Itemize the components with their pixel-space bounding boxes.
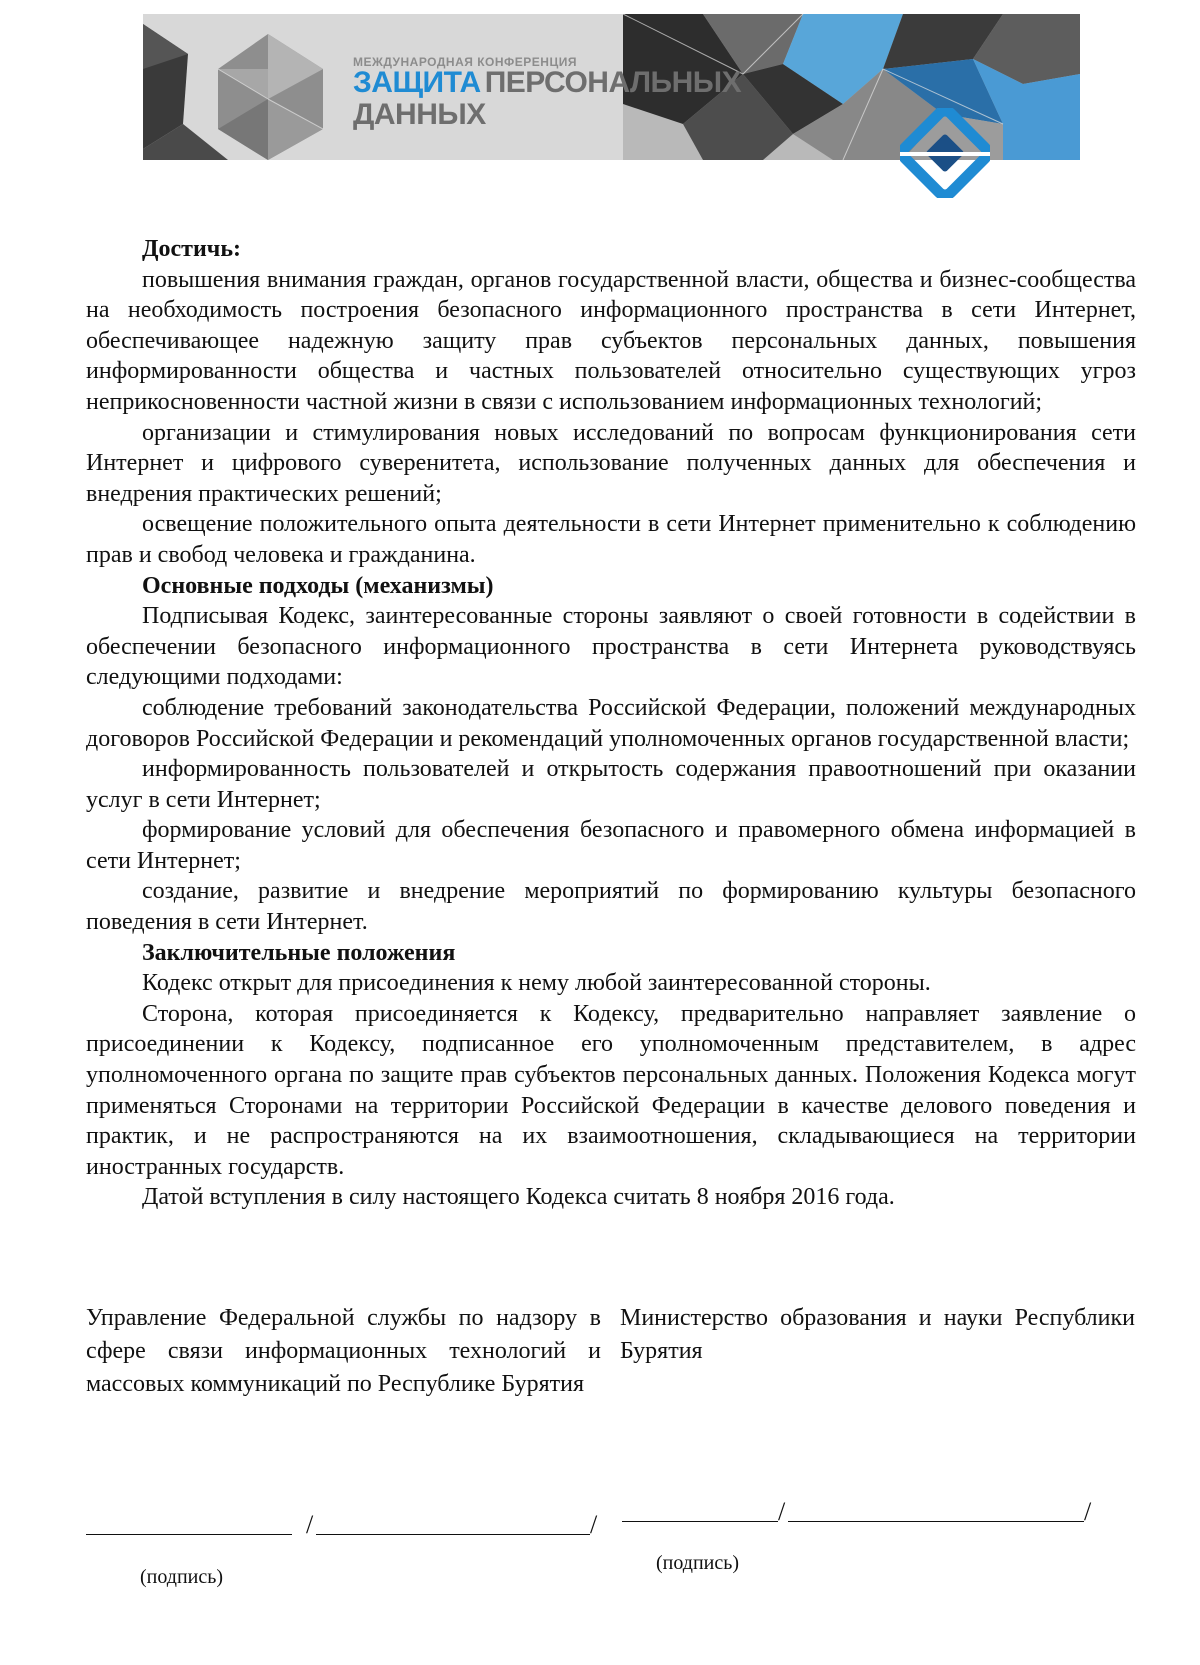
signature-slash-right-2: / <box>1084 1497 1092 1526</box>
signature-line-right <box>622 1521 778 1522</box>
paragraph-approaches-intro: Подписывая Кодекс, заинтересованные стороны заявляют о своей готовности в содействии в обеспечении безопасного информационного пространства в сети Интернета руководствуясь следующими подходами: <box>86 603 1136 691</box>
heading-final: Заключительные положения <box>142 939 456 966</box>
paragraph-approach-3: формирование условий для обеспечения безопасного и правомерного обмена информацией в сети Интернет; <box>86 817 1136 874</box>
signature-slash-left-1: / <box>306 1510 314 1539</box>
heading-approaches: Основные подходы (механизмы) <box>142 572 494 599</box>
signature-slash-left-2: / <box>590 1510 598 1539</box>
banner-title <box>353 68 741 98</box>
paragraph-approach-2: информированность пользователей и открытость содержания правоотношений при оказании услуг в сети Интернет; <box>86 756 1136 813</box>
paragraph-final-3: Датой вступления в силу настоящего Кодекса считать 8 ноября 2016 года. <box>142 1184 895 1211</box>
banner-title-part3: ДАННЫХ <box>353 98 486 131</box>
name-line-left <box>316 1534 590 1535</box>
signature-slash-right-1: / <box>778 1497 786 1526</box>
paragraph-approach-1: соблюдение требований законодательства Российской Федерации, положений международных договоров Российской Федерации и рекомендаций уполномоченных органов государственной власти; <box>86 694 1136 752</box>
signatory-right-organization: Министерство образования и науки Республики Бурятия <box>620 1305 1135 1364</box>
paragraph-achieve-3: освещение положительного опыта деятельности в сети Интернет применительно к соблюдению прав и свобод человека и гражданина. <box>86 511 1136 568</box>
document-body <box>86 234 1136 1213</box>
banner-subtitle: МЕЖДУНАРОДНАЯ КОНФЕРЕНЦИЯ <box>353 55 577 69</box>
signature-caption-right: (подпись) <box>656 1552 740 1574</box>
heading-achieve: Достичь: <box>142 236 241 262</box>
signatory-left-organization: Управление Федеральной службы по надзору в сфере связи информационных технологий и массовых коммуникаций по Республике Бурятия <box>86 1305 601 1397</box>
paragraph-approach-4: создание, развитие и внедрение мероприятий по формированию культуры безопасного поведения в сети Интернет. <box>86 878 1136 936</box>
paragraph-achieve-2: организации и стимулирования новых исследований по вопросам функционирования сети Интернет и цифрового суверенитета, использование полученных данных для обеспечения и внедрения практических решений; <box>86 419 1136 507</box>
paragraph-final-2: Сторона, которая присоединяется к Кодексу, предварительно направляет заявление о присоединении к Кодексу, подписанное его уполномоченным представителем, в адрес уполномоченного органа по защите прав субъектов персональных данных. Положения Кодекса могут применяться Сторонами на территории Российской Федерации в качестве делового поведения и практик, и не распространяются на их взаимоотношения, складывающиеся на территории иностранных государств. <box>86 1000 1136 1180</box>
banner-title-part1: ЗАЩИТА <box>353 66 481 99</box>
signature-caption-left: (подпись) <box>140 1566 224 1588</box>
emblem-logo-icon <box>900 108 990 198</box>
banner-title-part2: ПЕРСОНАЛЬНЫХ <box>484 66 742 99</box>
paragraph-final-1: Кодекс открыт для присоединения к нему любой заинтересованной стороны. <box>142 970 931 997</box>
paragraph-achieve-1: повышения внимания граждан, органов государственной власти, общества и бизнес-сообщества на необходимость построения безопасного информационного пространства в сети Интернет, обеспечивающее надежную защиту прав субъектов персональных данных, повышения информированности общества и частных пользователей относительно существующих угроз неприкосновенности частной жизни в связи с использованием информационных технологий; <box>86 266 1136 415</box>
name-line-right <box>788 1521 1084 1522</box>
signature-line-left <box>86 1534 292 1535</box>
